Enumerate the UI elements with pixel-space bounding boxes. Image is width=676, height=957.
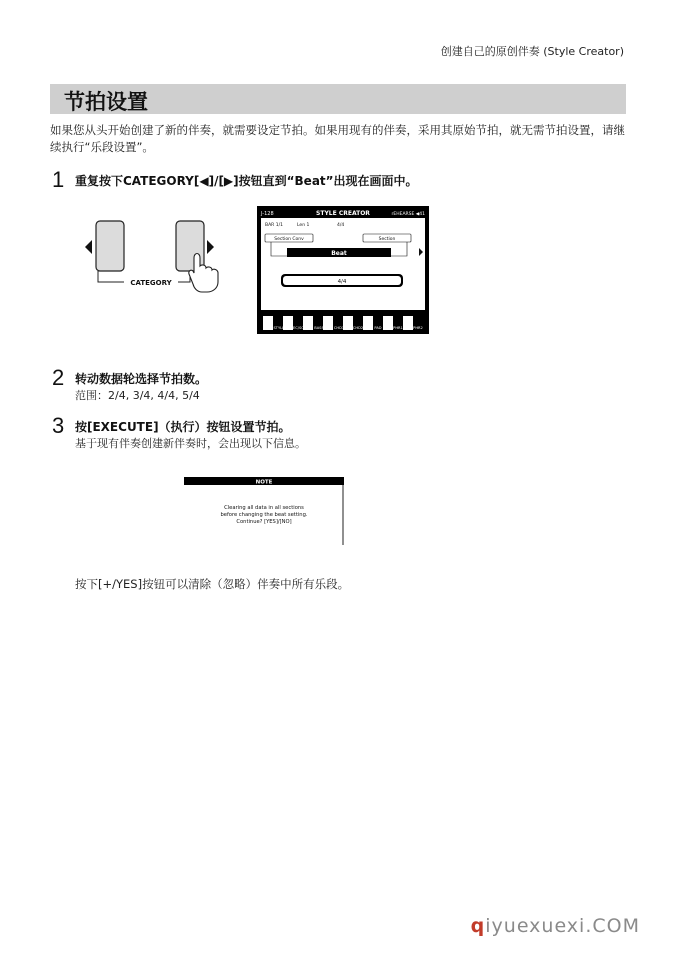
- step-3-number: 3: [52, 413, 65, 438]
- step-1-text: 重复按下CATEGORY[◀]/[▶]按钮直到“Beat”出现在画面中。: [75, 174, 418, 188]
- step-3-description: 基于现有伴奏创建新伴奏时，会出现以下信息。: [75, 437, 306, 450]
- lcd-selected-menu: Beat: [331, 250, 347, 257]
- lcd-softkey-chd1: CHD1: [333, 326, 345, 330]
- note-text: 按下[+/YES]按钮可以清除（忽略）伴奏中所有乐段。: [75, 577, 350, 591]
- category-right-arrow-icon: [207, 240, 214, 254]
- category-left-button: [96, 221, 124, 271]
- lcd-tab-section: Section: [378, 237, 396, 242]
- lcd-tab-section-conv: Section Conv: [274, 237, 304, 242]
- lcd-display: [257, 206, 429, 334]
- lcd-softkey-rec-song: REC/SONG: [290, 326, 310, 330]
- lcd-title: STYLE CREATOR: [316, 210, 370, 217]
- lcd-softkey-pad: PAD: [374, 326, 382, 330]
- step-2-range: 范围：2/4, 3/4, 4/4, 5/4: [75, 389, 200, 402]
- running-header: 创建自己的原创伴奏 (Style Creator): [440, 45, 624, 58]
- warning-message-box: [184, 477, 346, 547]
- lcd-top-right: rEHEARSE ◀41: [391, 212, 425, 217]
- category-label: CATEGORY: [130, 279, 172, 287]
- section-title-bar: [50, 84, 626, 114]
- message-line-3: Continue? [YES]/[NO]: [236, 519, 292, 525]
- watermark-text: iyuexuexi.COM: [485, 915, 640, 937]
- site-watermark: [471, 915, 640, 937]
- lcd-softkey-phr2: PHR2: [413, 326, 423, 330]
- lcd-top-left: J-128: [261, 211, 274, 217]
- category-buttons-diagram: [82, 218, 232, 298]
- step-2-text: 转动数据轮选择节拍数。: [75, 372, 208, 386]
- lcd-beat-value: 4/4: [337, 279, 347, 285]
- step-2-number: 2: [52, 365, 65, 390]
- step-1-number: 1: [52, 167, 65, 192]
- section-title: 节拍设置: [64, 90, 148, 114]
- lcd-softkey-phr1: PHR1: [393, 326, 403, 330]
- lcd-beat-readout: 4/4: [337, 223, 345, 228]
- lcd-length-readout: Len 1: [297, 223, 310, 228]
- lcd-softkey-chd2: CHD2: [352, 326, 364, 330]
- lcd-softkey-style: STYLE: [273, 326, 285, 330]
- step-3-text: 按[EXECUTE]（执行）按钮设置节拍。: [75, 420, 291, 434]
- lcd-softkey-bass: BASS: [314, 326, 324, 330]
- watermark-logo-q: q: [470, 915, 486, 937]
- message-line-1: Clearing all data in all sections: [224, 505, 304, 511]
- message-line-2: before changing the beat setting.: [220, 512, 308, 518]
- message-box-title: NOTE: [255, 479, 273, 486]
- lcd-bar-readout: BAR 1/1: [265, 223, 283, 228]
- intro-paragraph: 如果您从头开始创建了新的伴奏，就需要设定节拍。如果用现有的伴奏，采用其原始节拍，就无需节拍设置，请继续执行“乐段设置”。: [50, 123, 625, 154]
- category-left-arrow-icon: [85, 240, 92, 254]
